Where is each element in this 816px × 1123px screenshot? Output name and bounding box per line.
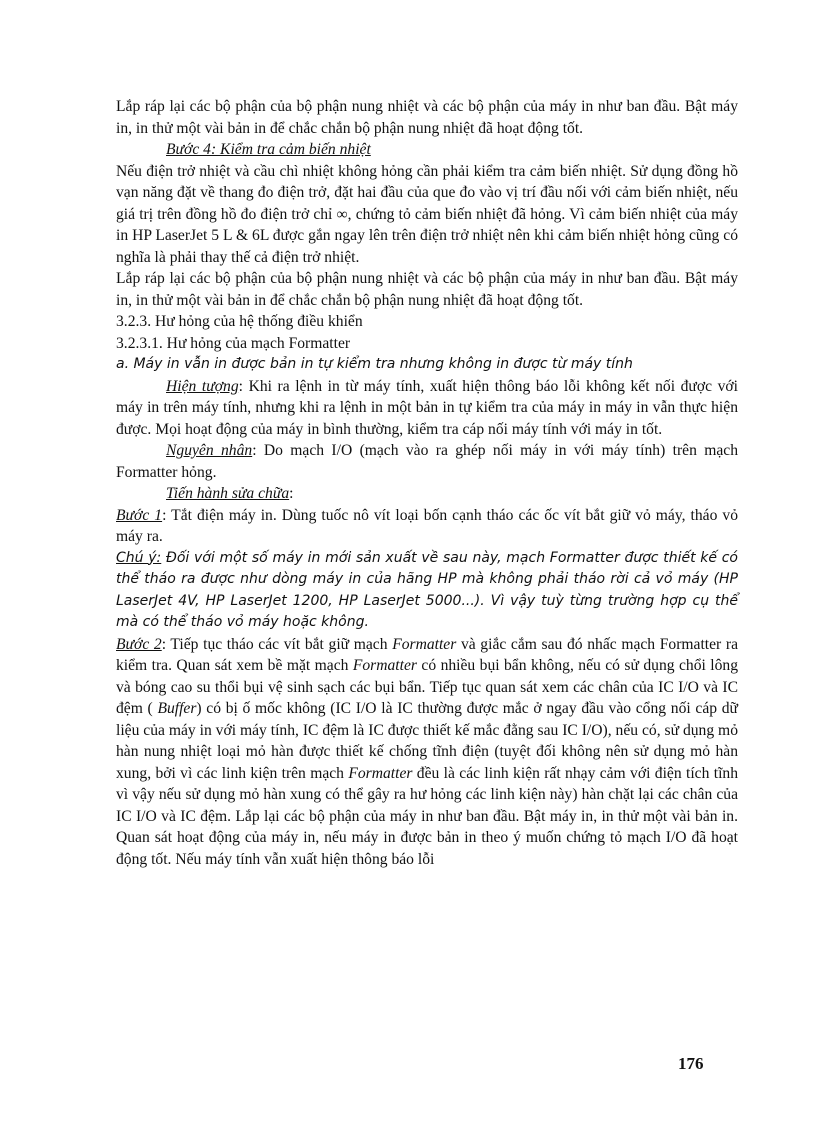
text: : Tắt điện máy in. Dùng tuốc nô vít loại bốn cạnh tháo các ốc vít bắt giữ vỏ máy, tháo vỏ máy ra. — [116, 506, 738, 545]
paragraph — [116, 376, 738, 441]
page-body — [116, 96, 738, 870]
text: và giắc cắm sau đó nhấc mạch Formatter ra kiểm tra. Quan sát xem bề mặt mạch — [116, 635, 738, 674]
label: Chú ý: — [116, 549, 162, 566]
label: Nguyên nhân — [166, 442, 253, 459]
text: : — [289, 485, 294, 502]
paragraph — [116, 634, 738, 871]
page-number: 176 — [678, 1054, 704, 1073]
label: Bước 1 — [116, 506, 163, 524]
text: : Tiếp tục tháo các vít bắt giữ mạch — [161, 635, 393, 653]
label: Hiện tượng — [166, 377, 239, 395]
text-italic: Formatter — [392, 635, 457, 653]
text: có nhiều bụi bẩn không, nếu có sử dụng chổi lông và bóng cao su thổi bụi vệ sinh sạch các bụi bẩn. Tiếp tục quan sát xem các chân của IC I/O và IC đệm ( — [116, 657, 738, 717]
section-heading: 3.2.3. Hư hỏng của hệ thống điều khiển — [116, 313, 363, 330]
item-heading: a. Máy in vẫn in được bản in tự kiểm tra nhưng không in được từ máy tính — [116, 356, 633, 372]
text-italic: Formatter — [348, 764, 413, 782]
paragraph — [116, 483, 738, 505]
text: ) có bị ố mốc không (IC I/O là IC thường được mắc ở ngay đầu vào cổng nối cáp dữ liệu của máy in với máy tính, IC đệm là IC được thiết kế mắc đằng sau IC I/O), nếu có, sử dụng mỏ hàn nung nhiệt loại mỏ hàn được thiết kế chống tĩnh điện (tuyệt đối không nên sử dụng mỏ hàn xung, bởi vì các linh kiện trên mạch — [116, 700, 738, 782]
note-paragraph — [116, 548, 738, 634]
paragraph — [116, 505, 738, 548]
paragraph: Nếu điện trở nhiệt và cầu chì nhiệt không hỏng cần phải kiểm tra cảm biến nhiệt. Sử dụng đồng hồ vạn năng đặt về thang đo điện trở, đặt hai đầu của que đo vào vị trí đầu nối với cảm biến nhiệt, nếu giá trị trên đồng hồ đo điện trở chỉ ∞, chứng tỏ cảm biến nhiệt đã hỏng. Vì cảm biến nhiệt của máy in HP LaserJet 5 L & 6L được gắn ngay lên trên điện trở nhiệt nên khi cảm biến nhiệt hỏng cũng có nghĩa là phải thay thế cả điện trở nhiệt. — [116, 162, 738, 266]
subsection-heading: 3.2.3.1. Hư hỏng của mạch Formatter — [116, 334, 351, 352]
text-italic: Buffer — [157, 700, 197, 717]
paragraph — [116, 440, 738, 483]
paragraph: Lắp ráp lại các bộ phận của bộ phận nung nhiệt và các bộ phận của máy in như ban đầu. Bật máy in, in thử một vài bản in để chắc chắn bộ phận nung nhiệt đã hoạt động tốt. — [116, 98, 738, 137]
text-italic: Formatter — [352, 657, 417, 674]
text: đều là các linh kiện rất nhạy cảm với điện tích tĩnh vì vậy nếu sử dụng mỏ hàn xung có thể gây ra hư hỏng các linh kiện này) hàn chặt lại các chân của IC I/O và IC đệm. Lắp lại các bộ phận của máy in như ban đầu. Bật máy in, in thử một vài bản in. Quan sát hoạt động của máy in, nếu máy in được bản in theo ý muốn chứng tỏ mạch I/O đã hoạt động tốt. Nếu máy tính vẫn xuất hiện thông báo lỗi — [116, 764, 738, 868]
paragraph: Lắp ráp lại các bộ phận của bộ phận nung nhiệt và các bộ phận của máy in như ban đầu. Bật máy in, in thử một vài bản in để chắc chắn bộ phận nung nhiệt đã hoạt động tốt. — [116, 270, 738, 309]
label: Bước 2 — [116, 635, 162, 653]
step-heading: Bước 4: Kiểm tra cảm biến nhiệt — [166, 141, 371, 158]
label: Tiến hành sửa chữa — [166, 485, 290, 502]
text: : Khi ra lệnh in từ máy tính, xuất hiện thông báo lỗi không kết nối được với máy in trên máy tính, nhưng khi ra lệnh in một bản in tự kiểm tra của máy in máy in vẫn thực hiện được. Mọi hoạt động của máy in bình thường, kiểm tra cáp nối máy tính với máy in tốt. — [116, 377, 739, 438]
text: Đối với một số máy in mới sản xuất về sau này, mạch Formatter được thiết kế có thể tháo ra được như dòng máy in của hãng HP mà không phải tháo rời cả vỏ máy (HP LaserJet 4V, HP LaserJet 1200, HP LaserJet 5000...). Vì vậy tuỳ từng trường hợp cụ thể mà có thể tháo vỏ máy hoặc không. — [116, 549, 738, 630]
text: : Do mạch I/O (mạch vào ra ghép nối máy in với máy tính) trên mạch Formatter hỏng. — [116, 442, 738, 481]
